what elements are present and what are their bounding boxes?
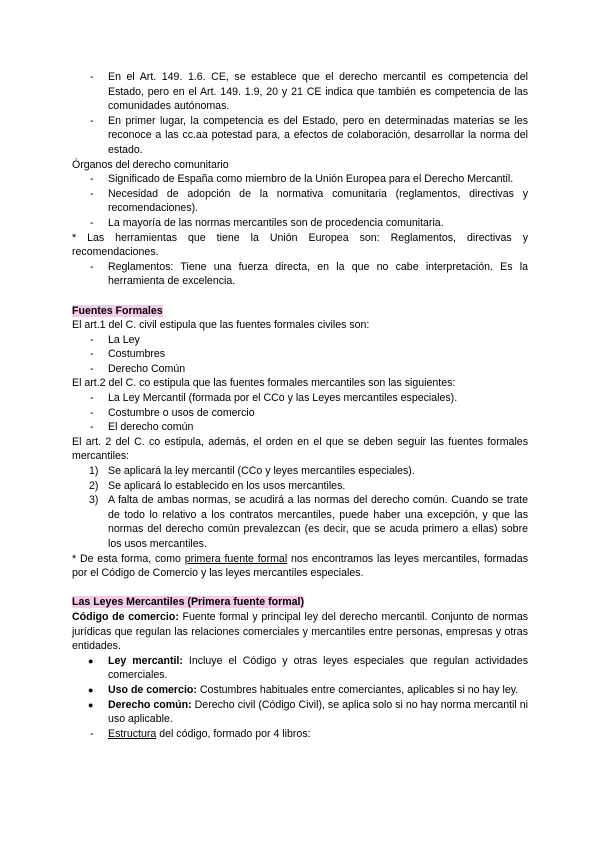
bold-term: Uso de comercio: bbox=[108, 683, 197, 696]
underlined-term: primera fuente formal bbox=[184, 552, 288, 565]
item-text: A falta de ambas normas, se acudirá a las normas del derecho común. Cuando se trate de todo lo relativo a los contratos mercantiles, puede haber una excepción, y que las normas del derecho común prevalezcan (es decir, que se acuda primero a ellas) sobre los usos mercantiles. bbox=[108, 494, 528, 550]
list-item: - En el Art. 149. 1.6. CE, se establece que el derecho mercantil es competencia del Estado, pero en el Art. 149. 1.9, 20 y 21 CE indica que también es competencia de las comunidades autónomas. bbox=[72, 70, 528, 114]
list-item bbox=[72, 479, 528, 494]
list-item: - Significado de España como miembro de la Unión Europea para el Derecho Mercantil. bbox=[72, 172, 528, 187]
item-text: Se aplicará lo establecido en los usos mercantiles. bbox=[108, 479, 346, 492]
codigo-paragraph: Código de comercio: Fuente formal y principal ley del derecho mercantil. Conjunto de normas jurídicas que regulan las relaciones comerciales y mercantiles entre personas, empresas y otras entidades. bbox=[72, 610, 529, 653]
organos-list bbox=[72, 172, 528, 230]
list-item: ● Uso de comercio: Costumbres habituales entre comerciantes, aplicables si no hay ley. bbox=[72, 683, 528, 698]
document-page bbox=[72, 70, 528, 741]
list-item: - Costumbre o usos de comercio bbox=[72, 406, 528, 421]
list-item: - En primer lugar, la competencia es del Estado, pero en determinadas materias se les reconoce a las cc.aa potestad para, a efectos de colaboración, desarrollar la norma del estado. bbox=[72, 114, 528, 158]
list-item bbox=[72, 493, 528, 551]
bold-term: Código de comercio: bbox=[72, 610, 179, 623]
list-item: - La Ley Mercantil (formada por el CCo y las Leyes mercantiles especiales). bbox=[72, 391, 528, 406]
list-item: - Necesidad de adopción de la normativa comunitaria (reglamentos, directivas y recomendaciones). bbox=[72, 187, 528, 216]
heading-highlight: Fuentes Formales bbox=[72, 304, 163, 317]
item-number: 1) bbox=[89, 465, 99, 478]
herramientas-note: * Las herramientas que tiene la Unión Europea son: Reglamentos, directivas y recomendaciones. bbox=[72, 231, 528, 259]
leyes-mercantiles-heading bbox=[72, 595, 528, 610]
list-item: - Derecho Común bbox=[72, 362, 528, 377]
underlined-term: Estructura bbox=[108, 727, 157, 740]
list-item: - La mayoría de las normas mercantiles son de procedencia comunitaria. bbox=[72, 216, 528, 231]
reglamentos-list bbox=[72, 260, 528, 289]
list-item: - Reglamentos: Tiene una fuerza directa, en la que no cabe interpretación. Es la herramienta de excelencia. bbox=[72, 260, 528, 289]
bold-term: Derecho común: bbox=[108, 698, 192, 711]
comercio-list bbox=[72, 391, 528, 435]
list-item: - Costumbres bbox=[72, 347, 528, 362]
list-item: - La Ley bbox=[72, 333, 528, 348]
list-item bbox=[72, 464, 528, 479]
bold-term: Ley mercantil: bbox=[108, 654, 183, 667]
heading-highlight: Las Leyes Mercantiles (Primera fuente formal) bbox=[72, 596, 304, 609]
item-number: 2) bbox=[89, 479, 99, 492]
orden-list bbox=[72, 464, 528, 552]
civil-intro: El art.1 del C. civil estipula que las fuentes formales civiles son: bbox=[72, 319, 370, 332]
list-item: - Estructura del código, formado por 4 libros: bbox=[72, 727, 528, 742]
list-item: - El derecho común bbox=[72, 420, 528, 435]
civil-list bbox=[72, 333, 528, 377]
organos-title: Órganos del derecho comunitario bbox=[72, 158, 229, 171]
orden-intro: El art. 2 del C. co estipula, además, el orden en el que se deben seguir las fuentes formales mercantiles: bbox=[72, 435, 528, 463]
competencia-list bbox=[72, 70, 528, 158]
codigo-bullets bbox=[72, 654, 528, 727]
estructura-list bbox=[72, 727, 528, 742]
primera-fuente-note: * De esta forma, como primera fuente formal nos encontramos las leyes mercantiles, formadas por el Código de Comercio y las leyes mercantiles especiales. bbox=[72, 552, 528, 580]
list-item: ● Ley mercantil: Incluye el Código y otras leyes especiales que regulan actividades comerciales. bbox=[72, 654, 528, 683]
list-item: ● Derecho común: Derecho civil (Código Civil), se aplica solo si no hay norma mercantil ni uso aplicable. bbox=[72, 698, 528, 727]
comercio-intro: El art.2 del C. co estipula que las fuentes formales mercantiles son las siguientes: bbox=[72, 377, 456, 390]
item-text: Se aplicará la ley mercantil (CCo y leyes mercantiles especiales). bbox=[108, 465, 415, 478]
fuentes-formales-heading bbox=[72, 304, 528, 319]
item-number: 3) bbox=[89, 494, 99, 507]
